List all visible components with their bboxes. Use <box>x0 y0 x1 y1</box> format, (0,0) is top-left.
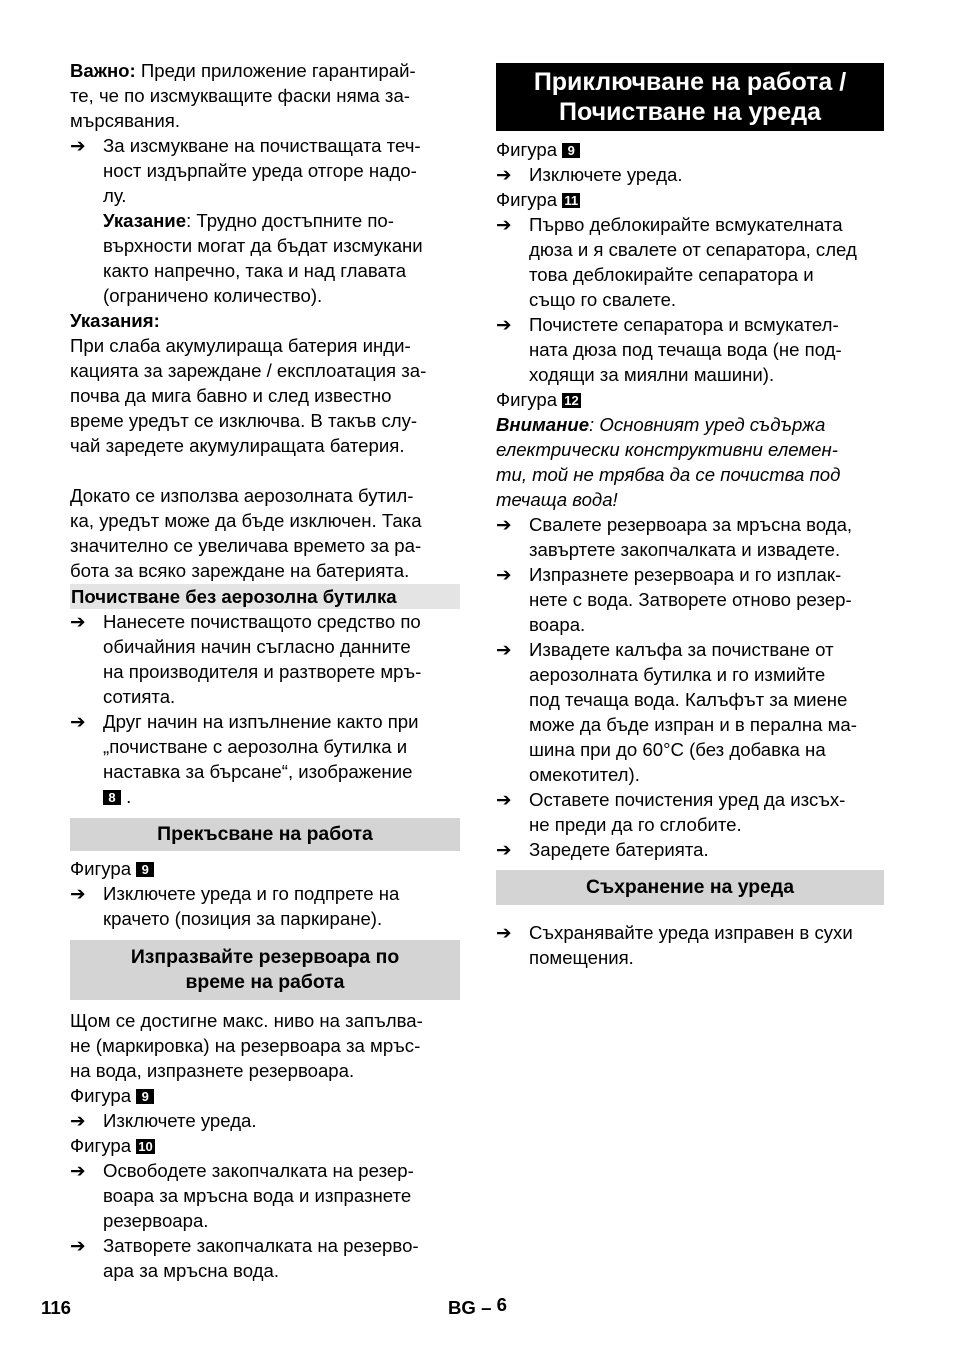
bullet-apply-cleaner: ➔ Нанесете почистващото средство по обичайния начин съгласно данните на производителя и разтворете мръ- сотията. <box>70 611 422 707</box>
figure-number-badge: 9 <box>562 143 580 158</box>
arrow-icon: ➔ <box>70 1235 86 1256</box>
arrow-icon: ➔ <box>496 214 512 235</box>
bullet-release-clasp: ➔ Освободете закопчалката на резер- воара за мръсна вода и изпразнете резервоара. <box>70 1160 414 1231</box>
figure-ref: Фигура 11 <box>496 187 884 212</box>
bullet-vacuum-pull: ➔ За изсмукване на почистващата теч- ност издърпайте уреда отгоре надо- лу. <box>70 135 421 206</box>
bullet-remove-cover: ➔ Извадете калъфа за почистване от аерозолната бутилка и го измийте под течаща вода. Калъфът за миене може да бъде изпран и в перална ма- шина при до 60°C (без добавка на омекотител). <box>496 639 857 785</box>
page-number: 116 <box>41 1297 71 1318</box>
chapter-title: Приключване на работа / Почистване на уреда <box>496 63 884 131</box>
warning-para: Внимание: Основният уред съдържа електрически конструктивни елемен- ти, той не трябва да се почиства под течаща вода! <box>496 414 841 510</box>
figure-ref: Фигура 9 <box>496 137 884 162</box>
figure-number-badge: 9 <box>136 1089 154 1104</box>
bullet-let-dry: ➔ Оставете почистения уред да изсъх- не преди да го сглобите. <box>496 789 846 835</box>
arrow-icon: ➔ <box>496 639 512 660</box>
arrow-icon: ➔ <box>70 711 86 732</box>
arrow-icon: ➔ <box>496 564 512 585</box>
bullet-other-method: ➔ Друг начин на изпълнение както при „почистване с аерозолна бутилка и наставка за бърсане“, изображение 8 . <box>70 711 419 807</box>
figure-number-badge: 12 <box>564 393 579 408</box>
figure-ref: Фигура 12 <box>496 389 579 410</box>
tank-para: Щом се достигне макс. ниво на запълва- не (маркировка) на резервоара за мръс- на вода, изпразнете резервоара. <box>70 1010 423 1081</box>
figure-number-badge: 8 <box>103 790 121 805</box>
bullet-park: ➔ Изключете уреда и го подпрете на крачето (позиция за паркиране). <box>70 883 400 929</box>
bullet-switch-off: ➔ Изключете уреда. <box>496 164 683 185</box>
note-para: Указание: Трудно достъпните по- върхности могат да бъдат изсмукани както напречно, така и над главата (ограничено количество). <box>103 210 423 306</box>
bullet-empty-rinse: ➔ Изпразнете резервоара и го изплак- нете с вода. Затворете отново резер- воара. <box>496 564 852 635</box>
battery-notes-para: При слаба акумулираща батерия инди- кацията за зареждане / експлоатация за- почва да мига бавно и след известно време уредът се изключва. В такъв слу- чай заредете акумулиращата батерия. <box>70 335 427 456</box>
bullet-switch-off: ➔ Изключете уреда. <box>70 1110 257 1131</box>
section-heading-empty-tank: Изпразвайте резервоара по време на работа <box>70 940 460 1000</box>
left-column <box>70 58 460 1283</box>
arrow-icon: ➔ <box>496 314 512 335</box>
arrow-icon: ➔ <box>496 164 512 185</box>
section-heading-interrupt: Прекъсване на работа <box>70 818 460 851</box>
bullet-clean-separator: ➔ Почистете сепаратора и всмукател- ната дюза под течаща вода (не под- ходящи за миялни машини). <box>496 314 842 385</box>
bullet-store: ➔ Съхранявайте уреда изправен в сухи помещения. <box>496 922 853 968</box>
arrow-icon: ➔ <box>496 514 512 535</box>
arrow-icon: ➔ <box>496 922 512 943</box>
figure-ref: Фигура 9 <box>70 1083 460 1108</box>
arrow-icon: ➔ <box>70 135 86 156</box>
subheading-no-aerosol: Почистване без аерозолна бутилка <box>70 584 460 609</box>
right-column <box>496 58 884 970</box>
bullet-remove-tank: ➔ Свалете резервоара за мръсна вода, завъртете закопчалката и извадете. <box>496 514 853 560</box>
figure-ref: Фигура 9 <box>70 856 460 881</box>
figure-number-badge: 11 <box>562 193 580 208</box>
section-heading-storage: Съхранение на уреда <box>496 870 884 905</box>
figure-ref: Фигура 10 <box>70 1135 153 1156</box>
bullet-unlock-nozzle: ➔ Първо деблокирайте всмукателната дюза и я свалете от сепаратора, след това деблокирайте сепаратора и също го свалете. <box>496 214 857 310</box>
arrow-icon: ➔ <box>70 883 86 904</box>
arrow-icon: ➔ <box>496 839 512 860</box>
arrow-icon: ➔ <box>70 1110 86 1131</box>
bullet-charge: ➔ Заредете батерията. <box>496 839 709 860</box>
important-para: Важно: Преди приложение гарантирай- те, че по изсмукващите фаски няма за- мърсявания. <box>70 60 416 131</box>
figure-number-badge: 10 <box>138 1139 153 1154</box>
figure-number-badge: 9 <box>136 862 154 877</box>
bullet-close-clasp: ➔ Затворете закопчалката на резерво- ара за мръсна вода. <box>70 1235 419 1281</box>
arrow-icon: ➔ <box>70 611 86 632</box>
page-section-label: BG – 6 <box>448 1294 507 1318</box>
arrow-icon: ➔ <box>70 1160 86 1181</box>
aerosol-para: Докато се използва аерозолната бутил- ка, уредът може да бъде изключен. Така значително се увеличава времето за ра- бота за всяко зареждане на батерията. <box>70 485 422 581</box>
notes-heading: Указания: <box>70 310 160 331</box>
arrow-icon: ➔ <box>496 789 512 810</box>
